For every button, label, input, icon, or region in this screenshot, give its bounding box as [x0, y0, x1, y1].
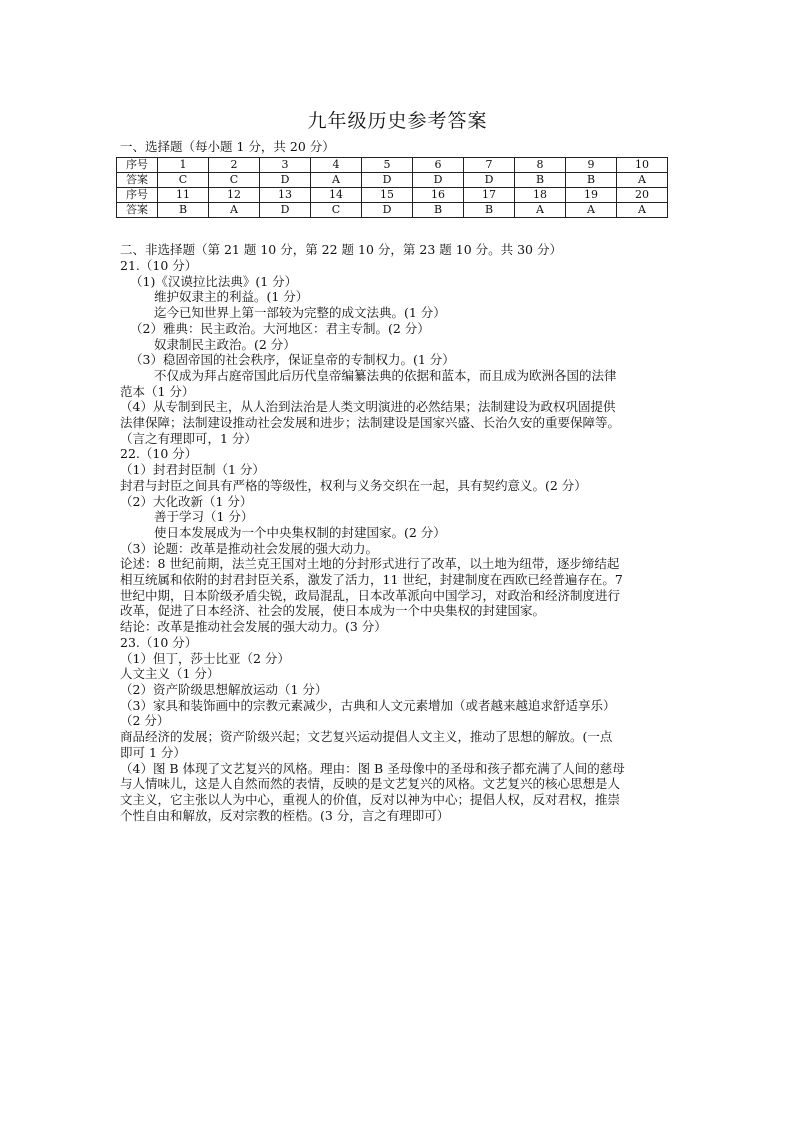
answer-line: 世纪中期，日本阶级矛盾尖锐，政局混乱，日本改革派向中国学习，对政治和经济制度进行 [120, 587, 621, 603]
answer-cell: B [464, 203, 515, 218]
answer-row [117, 203, 668, 218]
answer-line: 结论：改革是推动社会发展的强大动力。(3 分） [120, 619, 387, 635]
answer-line: 文主义，它主张以人为中心，重视人的价值，反对以神为中心；提倡人权，反对君权，推崇 [120, 791, 621, 807]
answer-line: （3）家具和装饰画中的宗教元素减少，古典和人文元素增加（或者越来越追求舒适享乐） [120, 697, 616, 713]
answer-table [116, 157, 668, 218]
answer-line: （4）图 B 体现了文艺复兴的风格。理由：图 B 圣母像中的圣母和孩子都充满了人间的慈母 [120, 760, 625, 776]
answer-line: （2）资产阶级思想解放运动（1 分） [120, 681, 328, 697]
answer-line: 奴隶制民主政治。(2 分） [154, 336, 296, 352]
question-number-cell: 3 [260, 158, 311, 173]
answer-cell: A [209, 203, 260, 218]
row-label: 答案 [117, 203, 158, 218]
section-heading-choice: 一、选择题（每小题 1 分，共 20 分） [120, 139, 335, 154]
answer-line: 迄今已知世界上第一部较为完整的成文法典。(1 分） [154, 305, 446, 321]
answer-line: 21.（10 分） [120, 258, 198, 273]
answer-line: 改革，促进了日本经济、社会的发展，使日本成为一个中央集权的封建国家。 [120, 603, 546, 619]
answer-line: 人文主义（1 分） [120, 666, 220, 682]
answer-line: （3）稳固帝国的社会秩序，保证皇帝的专制权力。(1 分） [130, 352, 455, 368]
answer-line: 范本（1 分） [120, 383, 195, 399]
answer-cell: D [464, 173, 515, 188]
answer-line: （1）封君封臣制（1 分） [120, 462, 265, 478]
answer-line: 商品经济的发展；资产阶级兴起；文艺复兴运动提倡人文主义，推动了思想的解放。(一点 [120, 729, 613, 745]
question-number-cell: 9 [566, 158, 617, 173]
question-number-cell: 12 [209, 188, 260, 203]
question-number-cell: 5 [362, 158, 413, 173]
answer-cell: A [566, 203, 617, 218]
answer-cell: A [617, 173, 668, 188]
question-number-cell: 19 [566, 188, 617, 203]
question-number-cell: 6 [413, 158, 464, 173]
question-number-cell: 1 [158, 158, 209, 173]
answer-cell: D [362, 173, 413, 188]
answer-cell: B [566, 173, 617, 188]
answer-cell: D [413, 173, 464, 188]
question-number-cell: 13 [260, 188, 311, 203]
page-title: 九年级历史参考答案 [307, 110, 488, 132]
question-number-cell: 16 [413, 188, 464, 203]
answer-line: 相互统属和依附的封君封臣关系，激发了活力，11 世纪，封建制度在西欧已经普遍存在。7 [120, 572, 623, 588]
row-label: 序号 [117, 188, 158, 203]
answer-cell: D [362, 203, 413, 218]
answer-line: 即可 1 分） [120, 744, 186, 760]
answer-line: 23.（10 分） [120, 634, 198, 650]
question-number-cell: 2 [209, 158, 260, 173]
answer-line: 22.（10 分） [120, 446, 198, 462]
answer-cell: D [260, 203, 311, 218]
answer-line: 个性自由和解放，反对宗教的桎梏。(3 分，言之有理即可） [120, 807, 450, 823]
answer-sheet [120, 100, 675, 823]
question-number-row [117, 158, 668, 173]
question-number-cell: 20 [617, 188, 668, 203]
answer-row [117, 173, 668, 188]
answer-cell: B [515, 173, 566, 188]
answer-line: （3）论题：改革是推动社会发展的强大动力。 [120, 540, 378, 556]
answer-line: 法律保障；法制建设推动社会发展和进步；法制建设是国家兴盛、长治久安的重要保障等。 [120, 415, 621, 431]
answer-line: （1)《汉谟拉比法典》(1 分） [130, 273, 298, 289]
row-label: 答案 [117, 173, 158, 188]
answer-cell: C [209, 173, 260, 188]
row-label: 序号 [117, 158, 158, 173]
answer-line: （2）雅典：民主政治。大河地区：君主专制。(2 分） [130, 320, 430, 336]
question-number-cell: 7 [464, 158, 515, 173]
question-number-cell: 18 [515, 188, 566, 203]
question-number-cell: 11 [158, 188, 209, 203]
answer-line: 使日本发展成为一个中央集权制的封建国家。(2 分） [154, 524, 446, 540]
answer-cell: C [158, 173, 209, 188]
answer-line: （1）但丁，莎士比亚（2 分） [120, 650, 290, 666]
answer-line: 善于学习（1 分） [154, 509, 254, 525]
answer-line: （言之有理即可，1 分） [120, 430, 257, 446]
answer-cell: A [311, 173, 362, 188]
answer-lines [120, 258, 675, 823]
answer-line: 论述：8 世纪前期，法兰克王国对土地的分封形式进行了改革，以土地为纽带，逐步缔结起 [120, 556, 620, 572]
section-heading-nonchoice: 二、非选择题（第 21 题 10 分，第 22 题 10 分，第 23 题 10 分。共 30 分） [120, 242, 562, 257]
answer-line: （4）从专制到民主，从人治到法治是人类文明演进的必然结果；法制建设为政权巩固提供 [120, 399, 616, 415]
question-number-cell: 10 [617, 158, 668, 173]
answer-line: 封君与封臣之间具有严格的等级性，权利与义务交织在一起，具有契约意义。(2 分） [120, 477, 587, 493]
answer-line: 不仅成为拜占庭帝国此后历代皇帝编纂法典的依据和蓝本，而且成为欧洲各国的法律 [154, 367, 617, 383]
question-number-cell: 15 [362, 188, 413, 203]
answer-line: （2）大化改新（1 分） [120, 493, 253, 509]
answer-cell: B [413, 203, 464, 218]
answer-cell: C [311, 203, 362, 218]
answer-cell: A [617, 203, 668, 218]
question-number-cell: 8 [515, 158, 566, 173]
question-number-cell: 17 [464, 188, 515, 203]
answer-line: （2 分） [120, 713, 170, 729]
answer-cell: D [260, 173, 311, 188]
question-number-row [117, 188, 668, 203]
answer-line: 维护奴隶主的利益。(1 分） [154, 289, 309, 305]
answer-line: 与人情味儿，这是人自然而然的表情，反映的是文艺复兴的风格。文艺复兴的核心思想是人 [120, 776, 621, 792]
answer-cell: A [515, 203, 566, 218]
question-number-cell: 14 [311, 188, 362, 203]
answer-cell: B [158, 203, 209, 218]
question-number-cell: 4 [311, 158, 362, 173]
